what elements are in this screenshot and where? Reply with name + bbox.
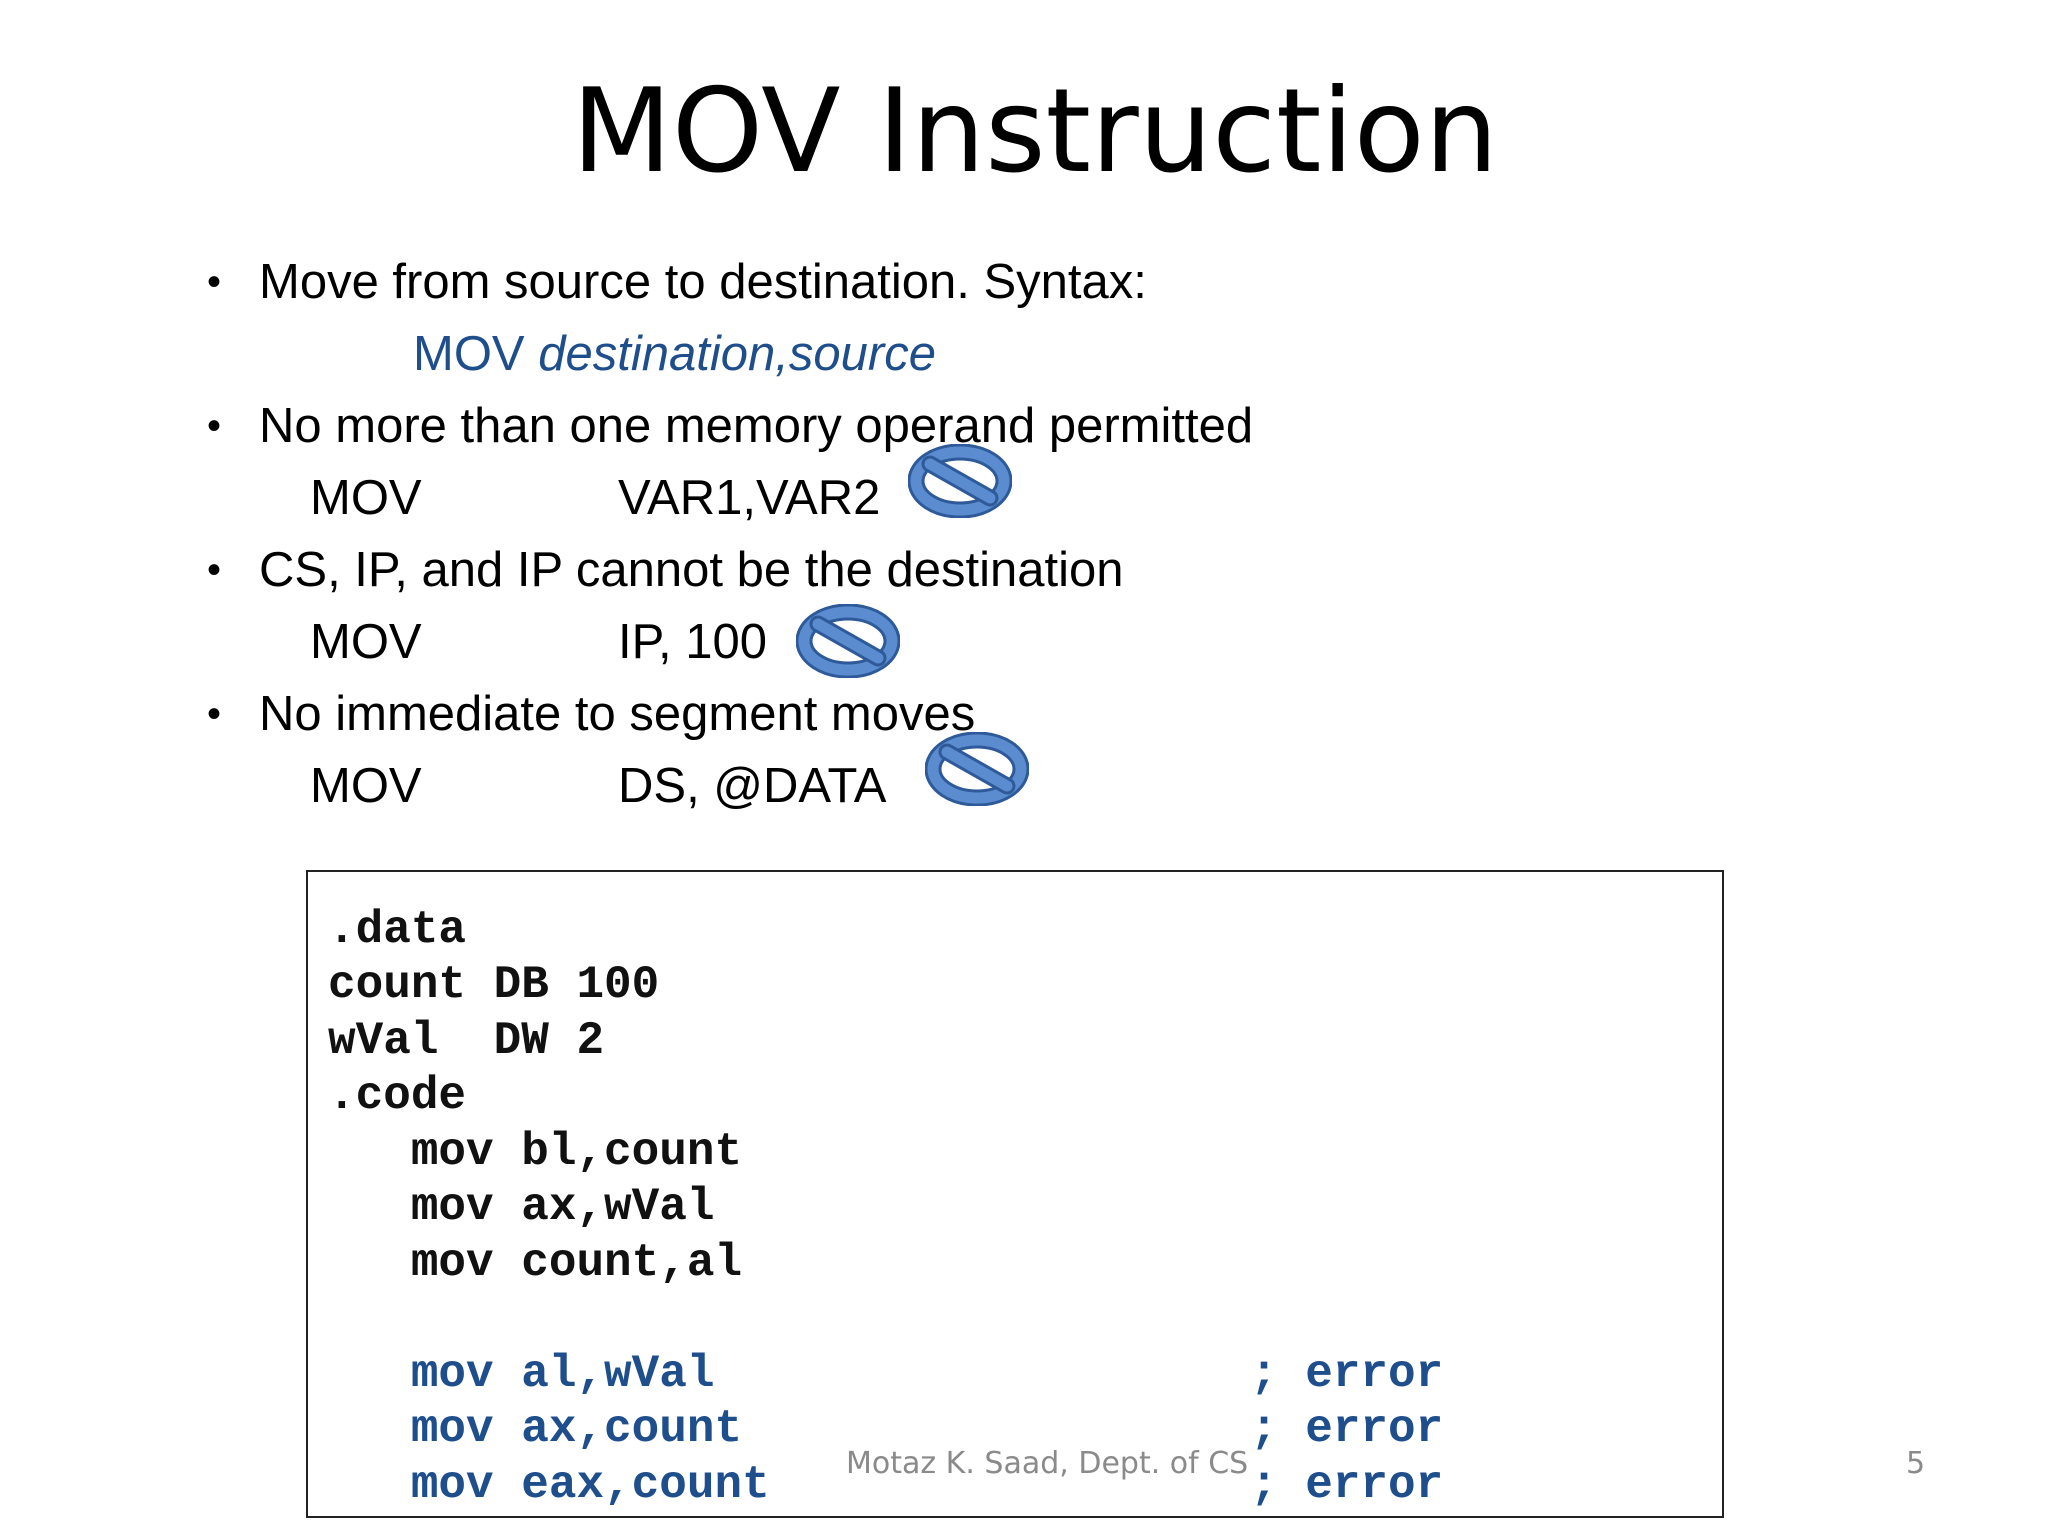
code-line: mov count,al [328,1237,743,1289]
syntax-line [413,324,936,384]
page-number: 5 [1906,1446,1926,1481]
code-line: mov ax,wVal [328,1181,715,1233]
no-entry-icon [796,604,900,678]
example-1-args: VAR1,VAR2 [618,471,881,525]
bullet-marker: • [207,260,222,304]
code-line: .data [328,904,467,956]
code-line: .code [328,1070,467,1122]
error-comment: ; error [1250,1459,1444,1511]
example-2-op: MOV [310,615,422,669]
bullet-marker: • [207,404,222,448]
bullet-2-text: No more than one memory operand permitted [259,399,1254,453]
error-comment: ; error [1250,1403,1444,1455]
bullet-3-text: CS, IP, and IP cannot be the destination [259,543,1124,597]
bullet-4-text: No immediate to segment moves [259,687,976,741]
bullet-marker: • [207,692,222,736]
error-comment: ; error [1250,1348,1444,1400]
no-entry-icon [908,444,1012,518]
no-entry-icon [925,732,1029,806]
code-line: count DB 100 [328,959,660,1011]
code-line: mov bl,count [328,1126,743,1178]
syntax-keyword: MOV [413,327,525,381]
syntax-operands: destination,source [538,327,936,381]
error-code-line: mov ax,count [328,1403,743,1455]
bullet-1-text: Move from source to destination. Syntax: [259,255,1147,309]
error-code-line: mov eax,count [328,1459,770,1511]
error-code-line: mov al,wVal [328,1348,715,1400]
slide-title: MOV Instruction [571,64,1499,199]
example-1-op: MOV [310,471,422,525]
code-line: wVal DW 2 [328,1015,605,1067]
bullet-marker: • [207,548,222,592]
example-2-args: IP, 100 [618,615,767,669]
example-3-op: MOV [310,759,422,813]
example-3-args: DS, @DATA [618,759,887,813]
footer-credit: Motaz K. Saad, Dept. of CS [846,1446,1249,1481]
